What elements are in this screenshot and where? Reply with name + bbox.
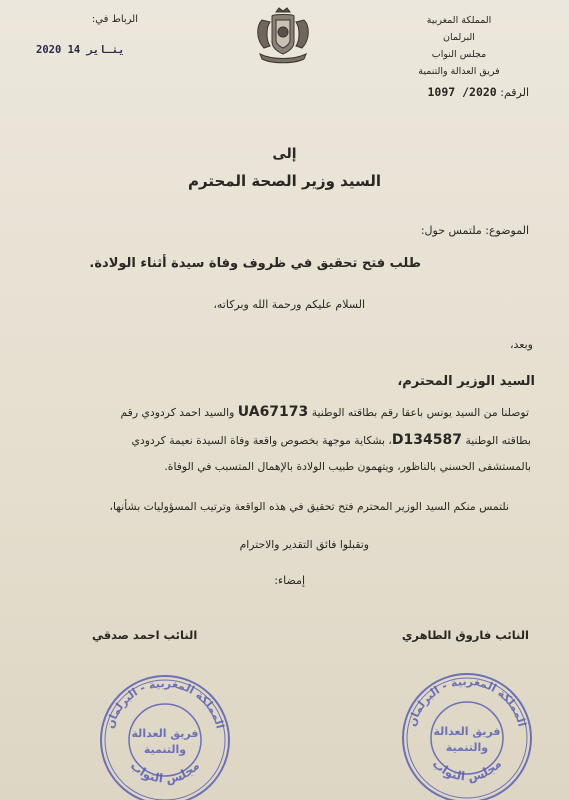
body-line-3: بالمستشفى الحسني بالناظور، ويتهمون طبيب الولادة بالإهمال المتسبب في الوفاة. <box>164 460 531 473</box>
closing-line: وتقبلوا فائق التقدير والاحترام <box>239 538 369 551</box>
stamp-center-1: فريق العدالة <box>433 725 501 738</box>
request-paragraph: نلتمس منكم السيد الوزير المحترم فتح تحقيق في هذه الواقعة وترتيب المسؤوليات بشأنها، <box>109 500 509 513</box>
handwritten-date <box>36 44 136 56</box>
reference-number: 2020/ 1097 <box>427 85 497 99</box>
subject-label: الموضوع: ملتمس حول: <box>420 224 529 237</box>
stamp-center-2: والتنمية <box>143 743 187 756</box>
after-greeting: وبعد، <box>509 338 533 351</box>
body-text: توصلنا من السيد يونس باعقا رقم بطاقته الوطنية <box>311 406 529 419</box>
reference-line <box>389 84 529 101</box>
svg-text:مجلس النواب <box>430 756 504 784</box>
official-stamp-right <box>392 660 542 800</box>
stamp-ring-top: المملكة المغربية - البرلمان <box>103 676 227 730</box>
official-stamp-left <box>90 662 240 800</box>
svg-text:مجلس النواب <box>128 758 202 786</box>
greeting: السلام عليكم ورحمة الله وبركاته، <box>213 298 365 311</box>
city-date-label: الرباط في: <box>91 14 138 25</box>
body-text: والسيد احمد كردودي رقم <box>120 406 235 419</box>
stamp-center-1: فريق العدالة <box>131 727 199 740</box>
stamp-ring-bottom: مجلس النواب <box>127 758 203 787</box>
group-name: فريق العدالة والتنمية <box>418 66 500 77</box>
kingdom-name: المملكة المغربية <box>426 15 492 26</box>
body-line-1 <box>120 404 529 420</box>
stamp-center-2: والتنمية <box>445 741 489 754</box>
house-name: مجلس النواب <box>431 49 487 60</box>
date-value: 2020 ينـاير 14 <box>36 44 125 56</box>
body-text: بطاقته الوطنية <box>465 434 531 447</box>
subject-title: طلب فتح تحقيق في ظروف وفاة سيدة أثناء الولادة. <box>89 256 421 271</box>
salutation: السيد الوزير المحترم، <box>397 374 535 389</box>
reference-label: الرقم: <box>500 86 529 99</box>
national-id-2: D134587 <box>391 432 462 448</box>
stamp-ring-top: المملكة المغربية - البرلمان <box>405 674 529 728</box>
body-line-2 <box>131 432 531 448</box>
signature-label: إمضاء: <box>274 574 305 587</box>
coat-of-arms-icon <box>248 6 318 66</box>
parliament-name: البرلمان <box>443 32 475 43</box>
body-text: ، بشكاية موجهة بخصوص واقعة وفاة السيدة نعيمة كردودي <box>131 434 392 447</box>
signatory-right: النائب فاروق الطاهري <box>401 628 529 642</box>
letterhead-institution <box>389 12 529 101</box>
signatory-left: النائب احمد صدقي <box>92 628 198 642</box>
stamp-ring-bottom: مجلس النواب <box>429 756 505 785</box>
recipient-name: السيد وزير الصحة المحترم <box>188 172 381 190</box>
recipient-prefix: إلى <box>272 146 297 162</box>
national-id-1: UA67173 <box>237 404 309 420</box>
